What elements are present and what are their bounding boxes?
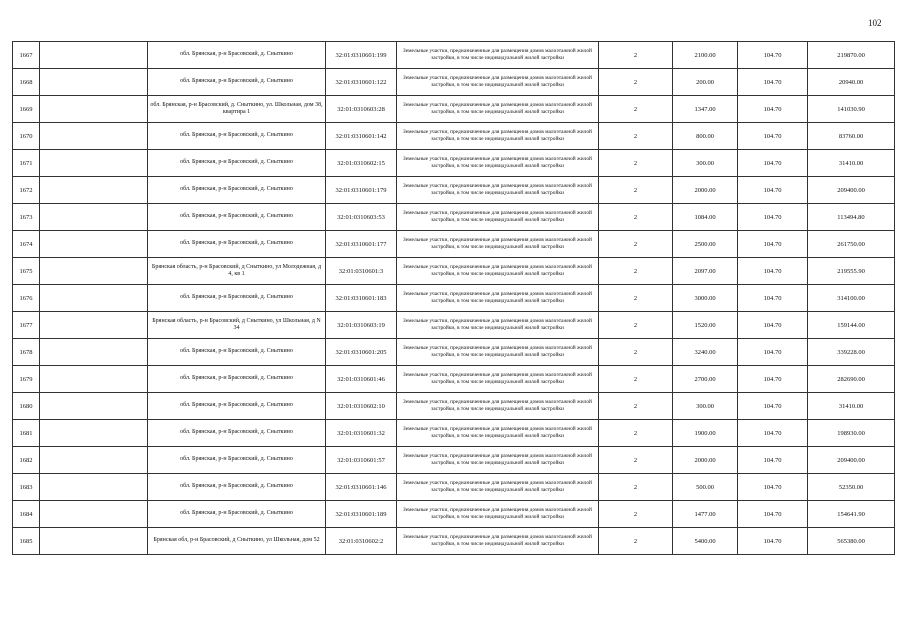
land-use-cell: Земельные участки, предназначенные для размещения домов малоэтажной жилой застройки, в том числе индивидуальной жилой застройки <box>397 312 599 339</box>
address-cell: обл. Брянская, р-н Брасовский, д. Сныткино <box>148 69 326 96</box>
row-number-cell: 1681 <box>13 420 40 447</box>
category-cell: 2 <box>599 150 673 177</box>
land-use-cell: Земельные участки, предназначенные для размещения домов малоэтажной жилой застройки, в том числе индивидуальной жилой застройки <box>397 528 599 555</box>
cadastral-number-cell: 32:01:0310603:53 <box>326 204 397 231</box>
cadastral-number-cell: 32:01:0310601:3 <box>326 258 397 285</box>
rate-cell: 104.70 <box>738 312 808 339</box>
table-row <box>13 339 895 366</box>
blank-cell <box>40 258 148 285</box>
table-row <box>13 42 895 69</box>
cadastral-value-cell: 154641.90 <box>808 501 895 528</box>
category-cell: 2 <box>599 501 673 528</box>
cadastral-number-cell: 32:01:0310603:28 <box>326 96 397 123</box>
land-use-cell: Земельные участки, предназначенные для размещения домов малоэтажной жилой застройки, в том числе индивидуальной жилой застройки <box>397 420 599 447</box>
category-cell: 2 <box>599 447 673 474</box>
address-cell: обл. Брянская, р-н Брасовский, д. Сныткино <box>148 447 326 474</box>
category-cell: 2 <box>599 285 673 312</box>
area-cell: 1347.00 <box>673 96 738 123</box>
blank-cell <box>40 339 148 366</box>
rate-cell: 104.70 <box>738 528 808 555</box>
cadastral-number-cell: 32:01:0310601:189 <box>326 501 397 528</box>
address-cell: обл. Брянская, р-н Брасовский, д. Сныткино <box>148 501 326 528</box>
cadastral-value-cell: 141030.90 <box>808 96 895 123</box>
table-row <box>13 204 895 231</box>
row-number-cell: 1684 <box>13 501 40 528</box>
cadastral-number-cell: 32:01:0310601:57 <box>326 447 397 474</box>
category-cell: 2 <box>599 231 673 258</box>
table-row <box>13 393 895 420</box>
cadastral-value-cell: 83760.00 <box>808 123 895 150</box>
land-use-cell: Земельные участки, предназначенные для размещения домов малоэтажной жилой застройки, в том числе индивидуальной жилой застройки <box>397 231 599 258</box>
cadastral-value-table <box>12 41 895 555</box>
area-cell: 1520.00 <box>673 312 738 339</box>
row-number-cell: 1676 <box>13 285 40 312</box>
land-use-cell: Земельные участки, предназначенные для размещения домов малоэтажной жилой застройки, в том числе индивидуальной жилой застройки <box>397 42 599 69</box>
blank-cell <box>40 447 148 474</box>
area-cell: 5400.00 <box>673 528 738 555</box>
blank-cell <box>40 474 148 501</box>
land-use-cell: Земельные участки, предназначенные для размещения домов малоэтажной жилой застройки, в том числе индивидуальной жилой застройки <box>397 123 599 150</box>
category-cell: 2 <box>599 177 673 204</box>
table-row <box>13 501 895 528</box>
row-number-cell: 1668 <box>13 69 40 96</box>
cadastral-number-cell: 32:01:0310602:15 <box>326 150 397 177</box>
category-cell: 2 <box>599 312 673 339</box>
table-row <box>13 447 895 474</box>
category-cell: 2 <box>599 204 673 231</box>
cadastral-value-cell: 261750.00 <box>808 231 895 258</box>
land-use-cell: Земельные участки, предназначенные для размещения домов малоэтажной жилой застройки, в том числе индивидуальной жилой застройки <box>397 96 599 123</box>
table-body <box>13 42 895 555</box>
blank-cell <box>40 366 148 393</box>
category-cell: 2 <box>599 258 673 285</box>
rate-cell: 104.70 <box>738 123 808 150</box>
land-use-cell: Земельные участки, предназначенные для размещения домов малоэтажной жилой застройки, в том числе индивидуальной жилой застройки <box>397 69 599 96</box>
cadastral-number-cell: 32:01:0310603:19 <box>326 312 397 339</box>
table-row <box>13 123 895 150</box>
blank-cell <box>40 96 148 123</box>
table-row <box>13 258 895 285</box>
row-number-cell: 1679 <box>13 366 40 393</box>
row-number-cell: 1680 <box>13 393 40 420</box>
cadastral-number-cell: 32:01:0310602:2 <box>326 528 397 555</box>
cadastral-value-cell: 565380.00 <box>808 528 895 555</box>
row-number-cell: 1683 <box>13 474 40 501</box>
address-cell: Брянская область, р-н Брасовский, д Сныткино, ул Школьная, д N 34 <box>148 312 326 339</box>
address-cell: обл. Брянская, р-н Брасовский, д. Сныткино <box>148 231 326 258</box>
cadastral-number-cell: 32:01:0310602:10 <box>326 393 397 420</box>
rate-cell: 104.70 <box>738 393 808 420</box>
cadastral-number-cell: 32:01:0310601:183 <box>326 285 397 312</box>
cadastral-value-cell: 219870.00 <box>808 42 895 69</box>
land-use-cell: Земельные участки, предназначенные для размещения домов малоэтажной жилой застройки, в том числе индивидуальной жилой застройки <box>397 258 599 285</box>
land-use-cell: Земельные участки, предназначенные для размещения домов малоэтажной жилой застройки, в том числе индивидуальной жилой застройки <box>397 366 599 393</box>
land-use-cell: Земельные участки, предназначенные для размещения домов малоэтажной жилой застройки, в том числе индивидуальной жилой застройки <box>397 393 599 420</box>
rate-cell: 104.70 <box>738 177 808 204</box>
table-row <box>13 312 895 339</box>
area-cell: 2097.00 <box>673 258 738 285</box>
blank-cell <box>40 231 148 258</box>
blank-cell <box>40 393 148 420</box>
cadastral-number-cell: 32:01:0310601:122 <box>326 69 397 96</box>
cadastral-number-cell: 32:01:0310601:46 <box>326 366 397 393</box>
category-cell: 2 <box>599 123 673 150</box>
address-cell: обл. Брянская, р-н Брасовский, д. Сныткино <box>148 204 326 231</box>
rate-cell: 104.70 <box>738 69 808 96</box>
area-cell: 300.00 <box>673 150 738 177</box>
address-cell: обл. Брянская, р-н Брасовский, д. Сныткино <box>148 474 326 501</box>
cadastral-number-cell: 32:01:0310601:199 <box>326 42 397 69</box>
cadastral-number-cell: 32:01:0310601:177 <box>326 231 397 258</box>
area-cell: 2000.00 <box>673 177 738 204</box>
row-number-cell: 1667 <box>13 42 40 69</box>
blank-cell <box>40 420 148 447</box>
category-cell: 2 <box>599 366 673 393</box>
cadastral-value-cell: 113494.80 <box>808 204 895 231</box>
table-row <box>13 96 895 123</box>
address-cell: обл. Брянская, р-н Брасовский, д. Сныткино <box>148 339 326 366</box>
row-number-cell: 1673 <box>13 204 40 231</box>
address-cell: Брянская обл, р-н Брасовский, д Сныткино, ул Школьная, дом 52 <box>148 528 326 555</box>
cadastral-number-cell: 32:01:0310601:142 <box>326 123 397 150</box>
address-cell: обл. Брянская, р-н Брасовский, д. Сныткино <box>148 366 326 393</box>
address-cell: обл. Брянская, р-н Брасовский, д. Сныткино <box>148 42 326 69</box>
row-number-cell: 1675 <box>13 258 40 285</box>
cadastral-value-cell: 20940.00 <box>808 69 895 96</box>
blank-cell <box>40 528 148 555</box>
category-cell: 2 <box>599 528 673 555</box>
rate-cell: 104.70 <box>738 474 808 501</box>
cadastral-value-cell: 339228.00 <box>808 339 895 366</box>
row-number-cell: 1670 <box>13 123 40 150</box>
cadastral-number-cell: 32:01:0310601:205 <box>326 339 397 366</box>
land-use-cell: Земельные участки, предназначенные для размещения домов малоэтажной жилой застройки, в том числе индивидуальной жилой застройки <box>397 285 599 312</box>
table-row <box>13 528 895 555</box>
address-cell: Брянская область, р-н Брасовский, д Сныткино, ул Молодежная, д 4, кв 1 <box>148 258 326 285</box>
row-number-cell: 1669 <box>13 96 40 123</box>
table-row <box>13 150 895 177</box>
cadastral-value-cell: 209400.00 <box>808 447 895 474</box>
cadastral-number-cell: 32:01:0310601:32 <box>326 420 397 447</box>
rate-cell: 104.70 <box>738 501 808 528</box>
cadastral-value-cell: 159144.00 <box>808 312 895 339</box>
category-cell: 2 <box>599 96 673 123</box>
blank-cell <box>40 204 148 231</box>
cadastral-value-cell: 314100.00 <box>808 285 895 312</box>
row-number-cell: 1672 <box>13 177 40 204</box>
area-cell: 1477.00 <box>673 501 738 528</box>
rate-cell: 104.70 <box>738 96 808 123</box>
rate-cell: 104.70 <box>738 366 808 393</box>
area-cell: 1084.00 <box>673 204 738 231</box>
blank-cell <box>40 69 148 96</box>
row-number-cell: 1674 <box>13 231 40 258</box>
area-cell: 3240.00 <box>673 339 738 366</box>
blank-cell <box>40 150 148 177</box>
cadastral-value-cell: 209400.00 <box>808 177 895 204</box>
cadastral-value-cell: 282690.00 <box>808 366 895 393</box>
area-cell: 200.00 <box>673 69 738 96</box>
page-number: 102 <box>868 18 882 28</box>
land-use-cell: Земельные участки, предназначенные для размещения домов малоэтажной жилой застройки, в том числе индивидуальной жилой застройки <box>397 177 599 204</box>
table-row <box>13 420 895 447</box>
cadastral-value-cell: 31410.00 <box>808 393 895 420</box>
blank-cell <box>40 123 148 150</box>
land-use-cell: Земельные участки, предназначенные для размещения домов малоэтажной жилой застройки, в том числе индивидуальной жилой застройки <box>397 501 599 528</box>
table-row <box>13 474 895 501</box>
area-cell: 300.00 <box>673 393 738 420</box>
land-use-cell: Земельные участки, предназначенные для размещения домов малоэтажной жилой застройки, в том числе индивидуальной жилой застройки <box>397 339 599 366</box>
table-row <box>13 231 895 258</box>
address-cell: обл. Брянская, р-н Брасовский, д. Сныткино <box>148 177 326 204</box>
table-row <box>13 177 895 204</box>
category-cell: 2 <box>599 69 673 96</box>
cadastral-number-cell: 32:01:0310601:179 <box>326 177 397 204</box>
row-number-cell: 1678 <box>13 339 40 366</box>
cadastral-value-cell: 31410.00 <box>808 150 895 177</box>
category-cell: 2 <box>599 420 673 447</box>
area-cell: 800.00 <box>673 123 738 150</box>
area-cell: 2000.00 <box>673 447 738 474</box>
rate-cell: 104.70 <box>738 339 808 366</box>
area-cell: 2700.00 <box>673 366 738 393</box>
area-cell: 2500.00 <box>673 231 738 258</box>
cadastral-value-cell: 198930.00 <box>808 420 895 447</box>
address-cell: обл. Брянская, р-н Брасовский, д. Сныткино <box>148 150 326 177</box>
category-cell: 2 <box>599 393 673 420</box>
row-number-cell: 1685 <box>13 528 40 555</box>
row-number-cell: 1682 <box>13 447 40 474</box>
land-use-cell: Земельные участки, предназначенные для размещения домов малоэтажной жилой застройки, в том числе индивидуальной жилой застройки <box>397 150 599 177</box>
rate-cell: 104.70 <box>738 285 808 312</box>
area-cell: 1900.00 <box>673 420 738 447</box>
area-cell: 2100.00 <box>673 42 738 69</box>
rate-cell: 104.70 <box>738 258 808 285</box>
address-cell: обл. Брянская, р-н Брасовский, д. Сныткино <box>148 123 326 150</box>
table-row <box>13 366 895 393</box>
rate-cell: 104.70 <box>738 150 808 177</box>
rate-cell: 104.70 <box>738 231 808 258</box>
category-cell: 2 <box>599 339 673 366</box>
rate-cell: 104.70 <box>738 204 808 231</box>
category-cell: 2 <box>599 474 673 501</box>
blank-cell <box>40 42 148 69</box>
address-cell: обл. Брянская, р-н Брасовский, д. Сныткино <box>148 420 326 447</box>
land-use-cell: Земельные участки, предназначенные для размещения домов малоэтажной жилой застройки, в том числе индивидуальной жилой застройки <box>397 474 599 501</box>
address-cell: обл. Брянская, р-н Брасовский, д. Сныткино <box>148 393 326 420</box>
blank-cell <box>40 501 148 528</box>
table-row <box>13 285 895 312</box>
blank-cell <box>40 285 148 312</box>
land-use-cell: Земельные участки, предназначенные для размещения домов малоэтажной жилой застройки, в том числе индивидуальной жилой застройки <box>397 447 599 474</box>
area-cell: 500.00 <box>673 474 738 501</box>
cadastral-value-cell: 219555.90 <box>808 258 895 285</box>
table-row <box>13 69 895 96</box>
rate-cell: 104.70 <box>738 420 808 447</box>
row-number-cell: 1671 <box>13 150 40 177</box>
row-number-cell: 1677 <box>13 312 40 339</box>
blank-cell <box>40 177 148 204</box>
address-cell: обл. Брянская, р-н Брасовский, д. Сныткино <box>148 285 326 312</box>
rate-cell: 104.70 <box>738 42 808 69</box>
rate-cell: 104.70 <box>738 447 808 474</box>
area-cell: 3000.00 <box>673 285 738 312</box>
blank-cell <box>40 312 148 339</box>
cadastral-value-cell: 52350.00 <box>808 474 895 501</box>
land-use-cell: Земельные участки, предназначенные для размещения домов малоэтажной жилой застройки, в том числе индивидуальной жилой застройки <box>397 204 599 231</box>
category-cell: 2 <box>599 42 673 69</box>
cadastral-number-cell: 32:01:0310601:146 <box>326 474 397 501</box>
address-cell: обл. Брянская, р-н Брасовский, д. Сныткино, ул. Школьная, дом 38, квартира 1 <box>148 96 326 123</box>
